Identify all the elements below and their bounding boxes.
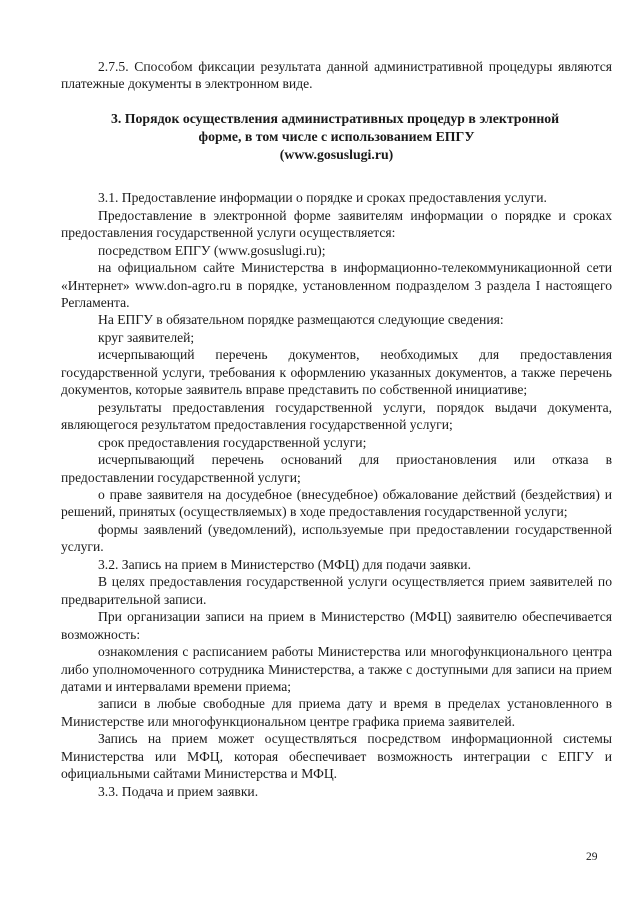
page-body	[61, 58, 612, 800]
paragraph: формы заявлений (уведомлений), используемые при предоставлении государственной услуги.	[61, 521, 612, 555]
paragraph: Предоставление в электронной форме заявителям информации о порядке и сроках предоставления государственной услуги осуществляется:	[61, 207, 612, 241]
heading-line-1: 3. Порядок осуществления административных процедур в электронной	[111, 110, 560, 126]
paragraph: ознакомления с расписанием работы Министерства или многофункционального центра либо уполномоченного сотрудника Министерства, а также с доступными для записи на прием датами и интервалами времени приема;	[61, 644, 612, 694]
paragraph: посредством ЕПГУ (www.gosuslugi.ru);	[98, 242, 326, 258]
paragraph: При организации записи на прием в Министерство (МФЦ) заявителю обеспечивается возможность:	[61, 609, 612, 642]
heading-line-2: форме, в том числе с использованием ЕПГУ	[198, 128, 475, 144]
heading-line-3: (www.gosuslugi.ru)	[279, 146, 394, 162]
paragraph: исчерпывающий перечень документов, необходимых для предоставления государственной услуги, требования к оформлению указанных документов, а также перечень документов, которые заявитель вправе представить по собственной инициативе;	[61, 347, 612, 398]
page-number: 29	[586, 851, 598, 863]
section-heading	[61, 110, 612, 163]
paragraph: 3.3. Подача и прием заявки.	[98, 783, 259, 799]
paragraph: В целях предоставления государственной услуги осуществляется прием заявителей по предварительной записи.	[61, 574, 612, 607]
spacer	[61, 163, 612, 189]
paragraph: 3.2. Запись на прием в Министерство (МФЦ) для подачи заявки.	[98, 556, 471, 572]
paragraph: круг заявителей;	[98, 329, 195, 345]
spacer	[61, 93, 612, 110]
paragraph: 3.1. Предоставление информации о порядке и сроках предоставления услуги.	[98, 190, 547, 206]
paragraph: На ЕПГУ в обязательном порядке размещаются следующие сведения:	[98, 312, 504, 328]
paragraph: записи в любые свободные для приема дату и время в пределах установленного в Министерстве или многофункциональном центре графика приема заявителей.	[61, 696, 612, 729]
paragraph-2-7-5: 2.7.5. Способом фиксации результата данной административной процедуры являются платежные документы в электронном виде.	[61, 59, 612, 92]
paragraph: на официальном сайте Министерства в информационно-телекоммуникационной сети «Интернет» www.don-agro.ru в порядке, установленном подразделом 3 раздела I настоящего Регламента.	[61, 260, 612, 311]
paragraph: Запись на прием может осуществляться посредством информационной системы Министерства или МФЦ, которая обеспечивает возможность интеграции с ЕПГУ и официальными сайтами Министерства и МФЦ.	[61, 731, 612, 782]
paragraph: исчерпывающий перечень оснований для приостановления или отказа в предоставлении государственной услуги;	[61, 452, 612, 485]
paragraph: о праве заявителя на досудебное (внесудебное) обжалование действий (бездействия) и решений, принятых (осуществляемых) в ходе предоставления государственной услуги;	[61, 487, 612, 520]
paragraph: срок предоставления государственной услуги;	[98, 434, 367, 450]
paragraph: результаты предоставления государственной услуги, порядок выдачи документа, являющегося результатом предоставления государственной услуги;	[61, 399, 612, 433]
